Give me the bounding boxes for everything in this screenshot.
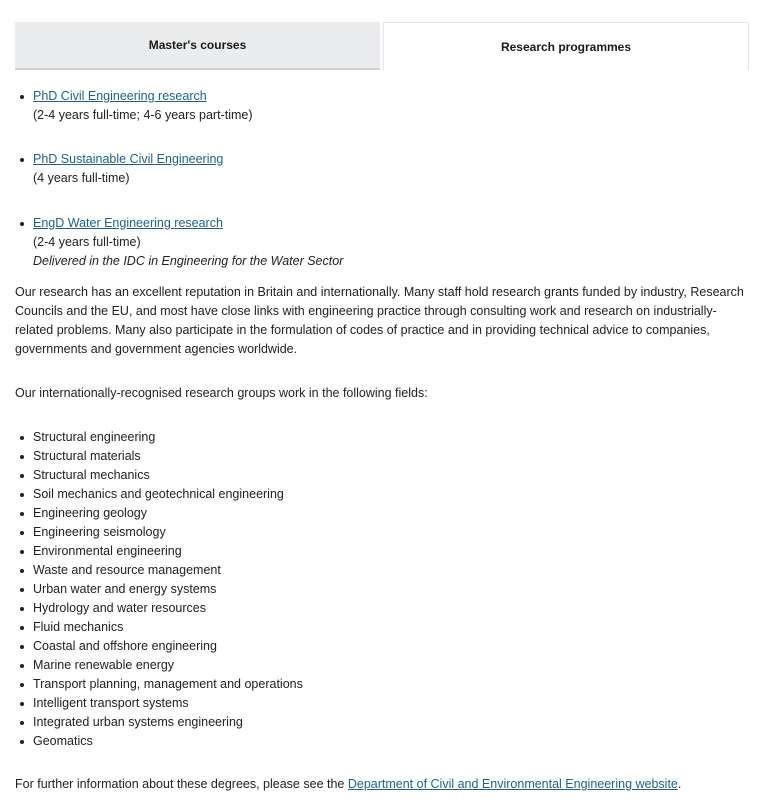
tab-masters-courses[interactable]: Master's courses: [15, 22, 380, 70]
bullet-icon: [20, 95, 24, 99]
list-item: Transport planning, management and operations: [15, 675, 745, 694]
bullet-icon: [20, 222, 24, 226]
list-item: Integrated urban systems engineering: [15, 713, 745, 732]
bullet-icon: [20, 645, 24, 649]
list-item: Geomatics: [15, 732, 745, 751]
bullet-icon: [20, 531, 24, 535]
list-item: Coastal and offshore engineering: [15, 637, 745, 656]
bullet-icon: [20, 607, 24, 611]
bullet-icon: [20, 702, 24, 706]
programme-item: [15, 150, 745, 188]
bullet-icon: [20, 588, 24, 592]
bullet-icon: [20, 474, 24, 478]
programme-duration: (4 years full-time): [33, 171, 130, 185]
bullet-icon: [20, 664, 24, 668]
list-item: Environmental engineering: [15, 542, 745, 561]
programme-link-phd-civil[interactable]: PhD Civil Engineering research: [33, 89, 207, 103]
bullet-icon: [20, 550, 24, 554]
programme-link-engd-water[interactable]: EngD Water Engineering research: [33, 216, 223, 230]
department-website-link[interactable]: Department of Civil and Environmental Engineering website: [347, 777, 678, 791]
bullet-icon: [20, 436, 24, 440]
programme-note: Delivered in the IDC in Engineering for the Water Sector: [33, 254, 344, 268]
programme-item: [15, 214, 745, 271]
research-groups-intro: Our internationally-recognised research groups work in the following fields:: [15, 386, 428, 400]
tab-research-programmes[interactable]: Research programmes: [383, 22, 749, 70]
list-item: Structural materials: [15, 447, 745, 466]
programme-list: [15, 87, 745, 271]
list-item: Waste and resource management: [15, 561, 745, 580]
list-item: Intelligent transport systems: [15, 694, 745, 713]
research-intro-paragraph: Our research has an excellent reputation in Britain and internationally. Many staff hold research grants funded by industry, Research Councils and the EU, and most have close links with engineering practice through consulting work and research on industrially-related problems. Many also participate in the formulation of codes of practice and in providing technical advice to companies, governments and government agencies worldwide.: [15, 285, 744, 356]
bullet-icon: [20, 721, 24, 725]
list-item: Hydrology and water resources: [15, 599, 745, 618]
list-item: Engineering geology: [15, 504, 745, 523]
degree-tabs: [15, 22, 749, 70]
list-item: Urban water and energy systems: [15, 580, 745, 599]
bullet-icon: [20, 158, 24, 162]
bullet-icon: [20, 683, 24, 687]
bullet-icon: [20, 493, 24, 497]
bullet-icon: [20, 512, 24, 516]
list-item: Structural mechanics: [15, 466, 745, 485]
programme-item: [15, 87, 745, 125]
list-item: Soil mechanics and geotechnical engineering: [15, 485, 745, 504]
programme-duration: (2-4 years full-time; 4-6 years part-time): [33, 108, 253, 122]
list-item: Fluid mechanics: [15, 618, 745, 637]
list-item: Engineering seismology: [15, 523, 745, 542]
bullet-icon: [20, 569, 24, 573]
list-item: Structural engineering: [15, 428, 745, 447]
bullet-icon: [20, 455, 24, 459]
bullet-icon: [20, 626, 24, 630]
programme-link-phd-sustainable[interactable]: PhD Sustainable Civil Engineering: [33, 152, 224, 166]
further-info-paragraph: For further information about these degrees, please see the Department of Civil and Environmental Engineering website.: [15, 777, 682, 791]
bullet-icon: [20, 740, 24, 744]
research-fields-list: [15, 428, 745, 751]
list-item: Marine renewable energy: [15, 656, 745, 675]
programme-duration: (2-4 years full-time): [33, 235, 141, 249]
